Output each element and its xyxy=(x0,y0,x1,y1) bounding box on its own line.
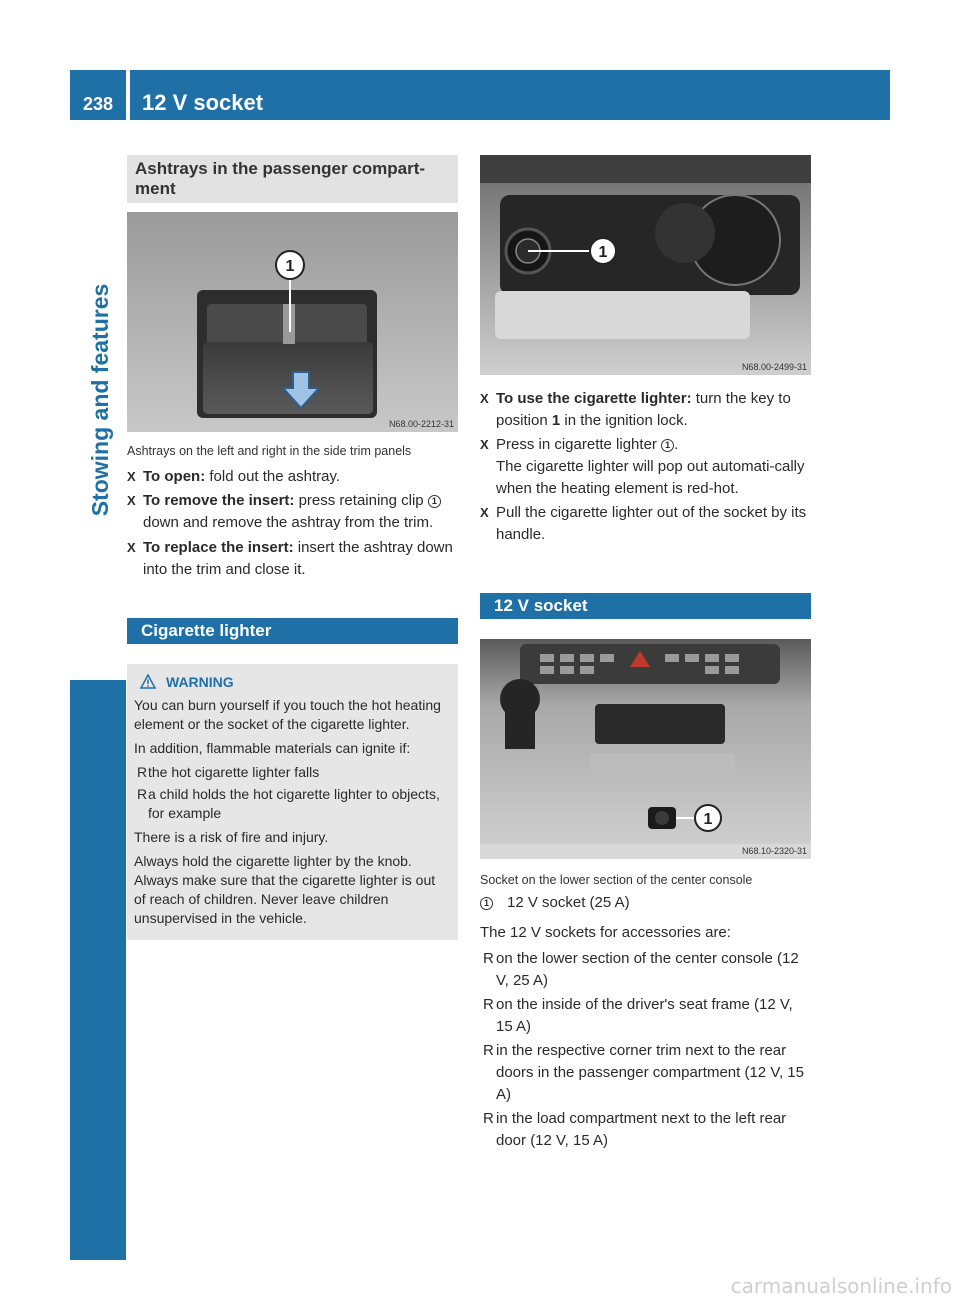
step-open: X To open: fold out the ashtray. xyxy=(127,466,458,488)
figure-code: N68.00-2212-31 xyxy=(388,419,454,429)
header-divider xyxy=(126,70,130,120)
step-pull-lighter: X Pull the cigarette lighter out of the socket by its handle. xyxy=(480,504,807,543)
legend-item: 1 12 V socket (25 A) xyxy=(480,892,811,914)
left-column xyxy=(127,155,458,940)
step-remove-insert: X To remove the insert: press retaining clip 1 down and remove the ashtray from the trim. xyxy=(127,490,458,534)
page-number: 238 xyxy=(82,94,114,114)
ashtray-photo xyxy=(127,212,458,432)
warning-triangle-icon xyxy=(140,674,156,693)
figure-ashtray xyxy=(127,212,458,432)
step-press-lighter: X Press in cigarette lighter 1 . The cigarette lighter will pop out automati-cally when the heating element is red-hot. xyxy=(480,436,805,497)
step-marker: X xyxy=(480,505,489,520)
figure-code: N68.10-2320-31 xyxy=(741,846,807,856)
warning-text: You can burn yourself if you touch the hot heating element or the socket of the cigarette lighter. xyxy=(134,697,441,732)
chapter-side-label xyxy=(82,125,118,675)
callout-ref: 1 xyxy=(661,439,674,452)
callout-1: 1 xyxy=(703,811,713,828)
figure-caption: Ashtrays on the left and right in the side trim panels xyxy=(127,444,412,458)
figure-12v-socket xyxy=(480,639,811,859)
figure-caption: Socket on the lower section of the center console xyxy=(480,873,753,887)
step-marker: X xyxy=(480,391,489,406)
callout-1: 1 xyxy=(598,244,608,261)
socket-bullet: R on the lower section of the center console (12 V, 25 A) xyxy=(483,950,799,989)
socket-bullet: R in the load compartment next to the left rear door (12 V, 15 A) xyxy=(483,1110,787,1149)
warning-bullet: R a child holds the hot cigarette lighter to objects, for example xyxy=(137,786,440,821)
callout-ref: 1 xyxy=(480,897,493,910)
callout-1: 1 xyxy=(285,258,295,275)
step-marker: X xyxy=(127,493,136,508)
section-title-12v-socket: 12 V socket xyxy=(480,593,811,619)
watermark: carmanualsonline.info xyxy=(730,1274,952,1298)
socket-bullet: R in the respective corner trim next to the rear doors in the passenger compartment (12 V, 15 A) xyxy=(483,1042,804,1103)
socket-bullet: R on the inside of the driver's seat frame (12 V, 15 A) xyxy=(483,996,793,1035)
figure-code: N68.00-2499-31 xyxy=(741,362,807,372)
step-use-lighter: X To use the cigarette lighter: turn the key to position 1 in the ignition lock. xyxy=(480,390,791,429)
intro-text: The 12 V sockets for accessories are: xyxy=(480,924,731,941)
warning-heading: WARNING xyxy=(134,673,450,693)
warning-bullet: R the hot cigarette lighter falls xyxy=(137,764,320,780)
chapter-tab xyxy=(70,680,126,1260)
socket-photo xyxy=(480,639,811,859)
warning-text: Always hold the cigarette lighter by the knob. Always make sure that the cigarette lighter is out of reach of children. Never leave children unsupervised in the vehicle. xyxy=(134,853,436,926)
cigarette-lighter-photo xyxy=(480,155,811,375)
chapter-title: Stowing and features xyxy=(87,283,113,517)
step-marker: X xyxy=(480,437,489,452)
figure-cigarette-lighter xyxy=(480,155,811,375)
warning-text: There is a risk of fire and injury. xyxy=(134,829,329,845)
section-title-ashtrays: Ashtrays in the passenger compart-ment xyxy=(127,155,458,203)
warning-text: In addition, flammable materials can ignite if: xyxy=(134,740,411,756)
warning-box xyxy=(127,664,458,940)
page-title: 12 V socket xyxy=(142,90,264,115)
callout-ref: 1 xyxy=(428,495,441,508)
section-title-cigarette-lighter: Cigarette lighter xyxy=(127,618,458,644)
step-marker: X xyxy=(127,469,136,484)
step-marker: X xyxy=(127,540,136,555)
right-column xyxy=(480,155,811,1152)
step-replace-insert: X To replace the insert: insert the ashtray down into the trim and close it. xyxy=(127,539,453,578)
